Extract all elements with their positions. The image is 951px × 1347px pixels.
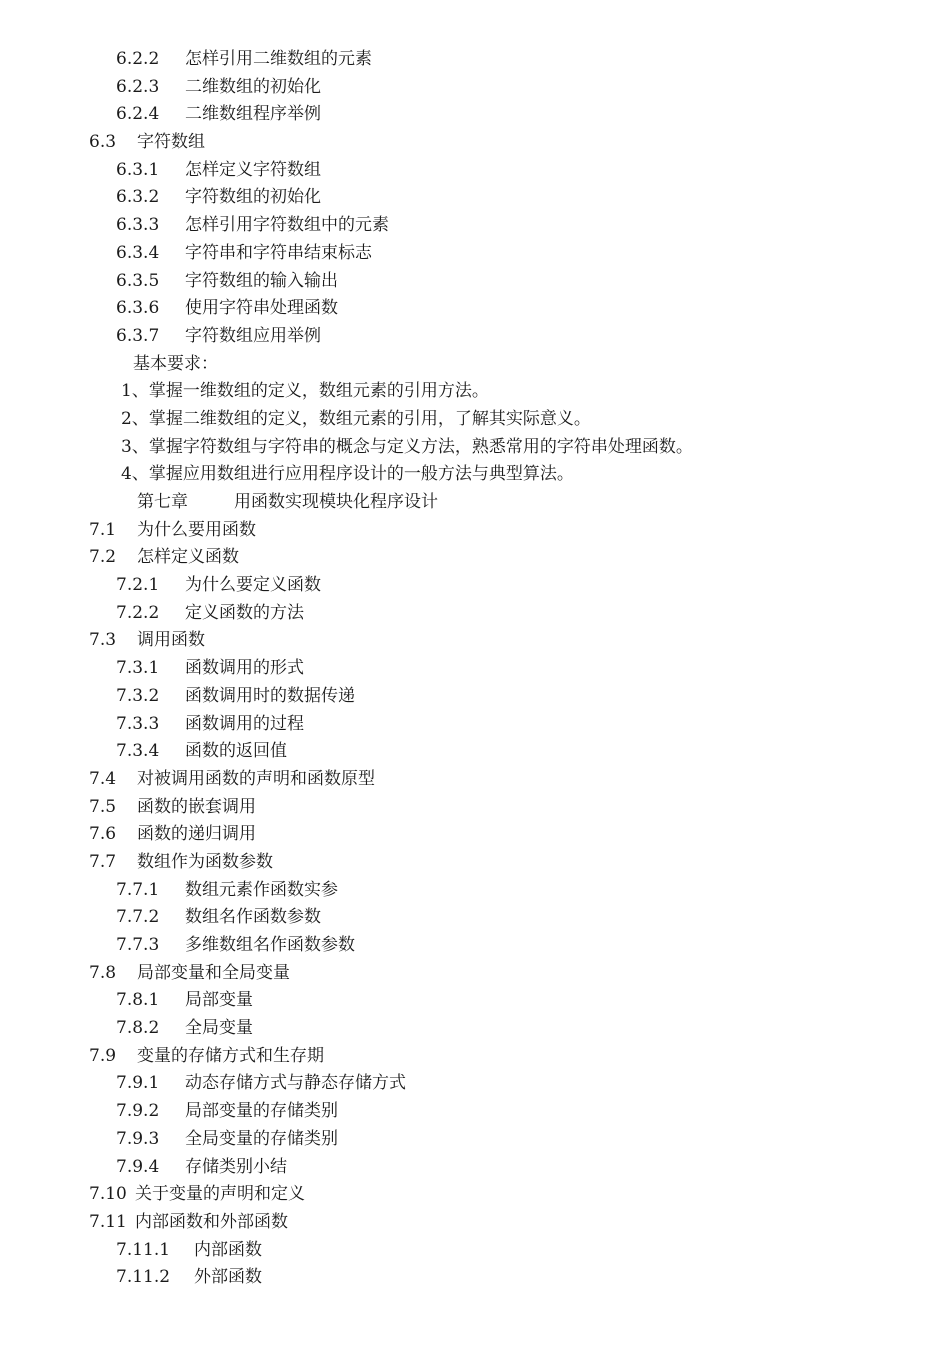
toc-entry-title: 内部函数 [194, 1239, 262, 1260]
chapter-heading [0, 489, 951, 517]
toc-entry-title: 局部变量和全局变量 [137, 962, 290, 983]
toc-entry-number: 6.3.6 [116, 298, 160, 319]
toc-section-entry [0, 766, 951, 794]
toc-subsection-entry [0, 904, 951, 932]
toc-entry-title: 存储类别小结 [185, 1156, 287, 1177]
toc-entry-number: 6.2.2 [116, 49, 160, 69]
toc-section-entry [0, 821, 951, 849]
toc-section-entry [0, 1209, 951, 1237]
toc-entry-number: 6.3.5 [116, 270, 160, 291]
toc-entry-title: 外部函数 [194, 1267, 262, 1288]
toc-entry-title: 函数的嵌套调用 [137, 796, 256, 817]
toc-subsection-entry [0, 987, 951, 1015]
toc-section-6 [0, 46, 951, 351]
toc-entry-title: 数组名作函数参数 [185, 907, 321, 928]
toc-entry-number: 7.7.1 [116, 879, 160, 900]
toc-subsection-entry [0, 46, 951, 74]
toc-section-entry [0, 849, 951, 877]
toc-entry-title: 二维数组程序举例 [185, 104, 321, 125]
toc-entry-number: 7.11 [89, 1211, 127, 1232]
toc-entry-title: 为什么要定义函数 [185, 575, 321, 596]
toc-section-entry [0, 960, 951, 988]
toc-entry-number: 7.10 [89, 1184, 127, 1205]
toc-entry-title: 使用字符串处理函数 [185, 298, 338, 319]
toc-entry-number: 6.3.7 [116, 325, 160, 346]
toc-entry-number: 7.4 [89, 768, 117, 789]
toc-entry-number: 6.3.3 [116, 215, 160, 236]
toc-entry-title: 关于变量的声明和定义 [135, 1184, 305, 1205]
toc-subsection-entry [0, 1264, 951, 1292]
requirement-item: 4、掌握应用数组进行应用程序设计的一般方法与典型算法。 [121, 464, 574, 485]
toc-entry-number: 7.3.4 [116, 741, 160, 762]
toc-entry-number: 7.11.1 [116, 1239, 171, 1260]
requirement-item: 3、掌握字符数组与字符串的概念与定义方法，熟悉常用的字符串处理函数。 [121, 436, 693, 457]
toc-entry-number: 7.8 [89, 962, 117, 983]
toc-subsection-entry [0, 212, 951, 240]
toc-entry-title: 多维数组名作函数参数 [185, 935, 355, 955]
toc-section-entry [0, 1181, 951, 1209]
toc-subsection-entry [0, 877, 951, 905]
toc-subsection-entry [0, 323, 951, 351]
toc-entry-title: 为什么要用函数 [137, 519, 256, 540]
toc-entry-title: 局部变量 [185, 990, 253, 1011]
toc-subsection-entry [0, 711, 951, 739]
toc-entry-title: 字符数组应用举例 [185, 325, 321, 346]
toc-subsection-entry [0, 683, 951, 711]
toc-subsection-entry [0, 268, 951, 296]
basic-requirements [0, 351, 951, 489]
toc-subsection-entry [0, 1154, 951, 1182]
toc-subsection-entry [0, 600, 951, 628]
toc-section-entry [0, 129, 951, 157]
toc-entry-number: 7.9.1 [116, 1073, 160, 1094]
toc-entry-number: 7.9 [89, 1045, 117, 1066]
toc-entry-number: 7.2 [89, 547, 117, 568]
toc-section-entry [0, 517, 951, 545]
toc-entry-number: 7.1 [89, 519, 117, 540]
toc-entry-title: 怎样引用二维数组的元素 [185, 49, 372, 69]
toc-entry-title: 数组作为函数参数 [137, 851, 273, 872]
toc-entry-number: 6.2.3 [116, 76, 160, 97]
toc-section-7 [0, 517, 951, 1292]
toc-subsection-entry [0, 738, 951, 766]
toc-entry-title: 怎样定义函数 [137, 547, 239, 568]
toc-entry-title: 字符数组的输入输出 [185, 270, 338, 291]
toc-entry-number: 7.3.3 [116, 713, 160, 734]
toc-subsection-entry [0, 101, 951, 129]
toc-entry-number: 6.2.4 [116, 104, 160, 125]
toc-entry-number: 7.8.2 [116, 1018, 160, 1039]
toc-section-entry [0, 627, 951, 655]
chapter-title: 用函数实现模块化程序设计 [234, 492, 438, 512]
toc-subsection-entry [0, 295, 951, 323]
toc-entry-title: 变量的存储方式和生存期 [137, 1045, 324, 1066]
toc-entry-number: 7.6 [89, 824, 117, 845]
toc-entry-number: 7.2.2 [116, 602, 160, 623]
toc-entry-title: 定义函数的方法 [185, 602, 304, 623]
toc-subsection-entry [0, 1070, 951, 1098]
toc-entry-title: 数组元素作函数实参 [185, 879, 338, 900]
toc-entry-title: 函数调用的形式 [185, 658, 304, 679]
toc-entry-number: 7.9.4 [116, 1156, 160, 1177]
toc-entry-title: 怎样引用字符数组中的元素 [185, 215, 389, 236]
toc-entry-number: 7.7.2 [116, 907, 160, 928]
toc-entry-title: 函数的返回值 [185, 741, 287, 762]
toc-entry-title: 函数调用的过程 [185, 713, 304, 734]
toc-subsection-entry [0, 1015, 951, 1043]
toc-entry-title: 全局变量的存储类别 [185, 1128, 338, 1149]
chapter-label: 第七章 [137, 492, 188, 512]
toc-subsection-entry [0, 572, 951, 600]
toc-subsection-entry [0, 1098, 951, 1126]
toc-entry-title: 局部变量的存储类别 [185, 1101, 338, 1122]
document-page [0, 46, 951, 1292]
toc-entry-number: 7.8.1 [116, 990, 160, 1011]
toc-section-entry [0, 544, 951, 572]
toc-entry-title: 字符数组的初始化 [185, 187, 321, 208]
toc-entry-title: 对被调用函数的声明和函数原型 [137, 768, 375, 789]
toc-entry-number: 7.9.2 [116, 1101, 160, 1122]
toc-entry-title: 函数调用时的数据传递 [185, 685, 355, 706]
toc-entry-title: 动态存储方式与静态存储方式 [185, 1073, 406, 1094]
toc-section-entry [0, 1043, 951, 1071]
toc-subsection-entry [0, 184, 951, 212]
toc-subsection-entry [0, 157, 951, 185]
toc-entry-title: 字符数组 [137, 132, 205, 153]
toc-entry-title: 全局变量 [185, 1018, 253, 1039]
toc-entry-number: 7.9.3 [116, 1128, 160, 1149]
toc-entry-title: 函数的递归调用 [137, 824, 256, 845]
toc-entry-title: 调用函数 [137, 630, 205, 651]
toc-subsection-entry [0, 655, 951, 683]
toc-entry-number: 6.3.4 [116, 242, 160, 263]
toc-entry-number: 7.3.2 [116, 685, 160, 706]
toc-subsection-entry [0, 932, 951, 960]
toc-entry-number: 7.3.1 [116, 658, 160, 679]
requirement-item: 2、掌握二维数组的定义，数组元素的引用，了解其实际意义。 [121, 408, 591, 429]
toc-entry-number: 7.11.2 [116, 1267, 171, 1288]
toc-subsection-entry [0, 1126, 951, 1154]
toc-entry-number: 7.7 [89, 851, 117, 872]
toc-section-entry [0, 794, 951, 822]
toc-entry-number: 7.7.3 [116, 935, 160, 955]
toc-entry-number: 7.2.1 [116, 575, 160, 596]
toc-subsection-entry [0, 240, 951, 268]
requirement-item: 1、掌握一维数组的定义，数组元素的引用方法。 [121, 381, 489, 402]
toc-subsection-entry [0, 74, 951, 102]
toc-entry-title: 二维数组的初始化 [185, 76, 321, 97]
toc-entry-title: 怎样定义字符数组 [185, 159, 321, 180]
toc-entry-title: 内部函数和外部函数 [135, 1211, 288, 1232]
toc-entry-number: 6.3 [89, 132, 117, 153]
toc-subsection-entry [0, 1237, 951, 1265]
toc-entry-title: 字符串和字符串结束标志 [185, 242, 372, 263]
requirements-title: 基本要求： [133, 353, 218, 374]
toc-entry-number: 7.5 [89, 796, 117, 817]
toc-entry-number: 7.3 [89, 630, 117, 651]
toc-entry-number: 6.3.1 [116, 159, 160, 180]
toc-entry-number: 6.3.2 [116, 187, 160, 208]
